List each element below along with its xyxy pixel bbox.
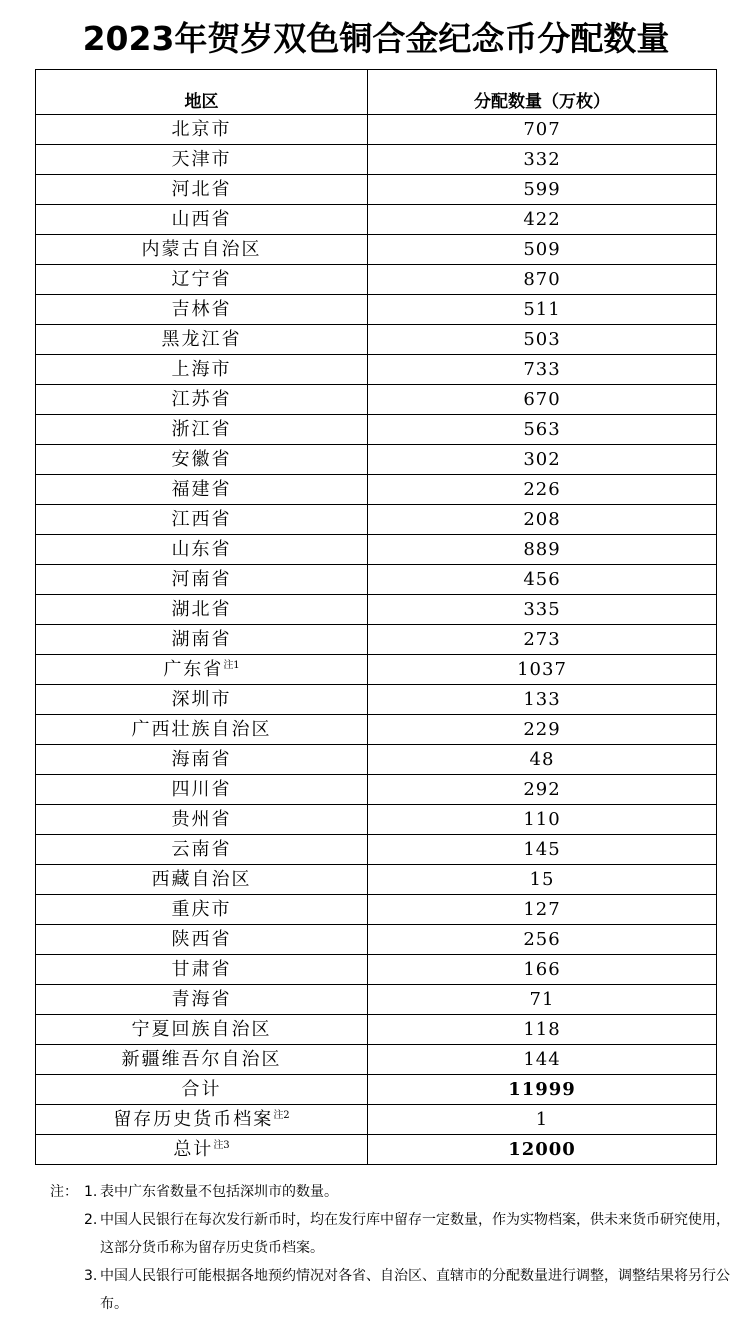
region-cell [36, 805, 368, 835]
table-row [36, 475, 717, 505]
region-name: 内蒙古自治区 [141, 239, 262, 260]
region-name: 江苏省 [171, 389, 232, 410]
amount-cell: 1037 [368, 655, 717, 685]
table-row [36, 625, 717, 655]
amount-cell: 144 [368, 1045, 717, 1075]
region-cell [36, 535, 368, 565]
region-name: 福建省 [171, 479, 232, 500]
note-ref: 注1 [223, 660, 240, 671]
table-row [36, 835, 717, 865]
note-item-1 [50, 1178, 730, 1206]
note-text: 表中广东省数量不包括深圳市的数量。 [100, 1184, 338, 1200]
amount-cell: 707 [368, 115, 717, 145]
region-name: 海南省 [171, 749, 232, 770]
region-cell [36, 505, 368, 535]
table-row [36, 205, 717, 235]
table-row [36, 325, 717, 355]
table-row [36, 895, 717, 925]
table-row [36, 295, 717, 325]
table-row [36, 1045, 717, 1075]
subtotal-row [36, 1075, 717, 1105]
amount-cell: 118 [368, 1015, 717, 1045]
region-name: 贵州省 [171, 809, 232, 830]
table-row [36, 175, 717, 205]
region-cell [36, 1015, 368, 1045]
notes-section [50, 1178, 730, 1318]
table-row [36, 745, 717, 775]
table-row [36, 415, 717, 445]
region-cell [36, 445, 368, 475]
total-label-cell [36, 1135, 368, 1165]
region-name: 山东省 [171, 539, 232, 560]
region-cell [36, 715, 368, 745]
distribution-table [35, 69, 717, 1165]
table-row [36, 955, 717, 985]
note-text: 中国人民银行可能根据各地预约情况对各省、自治区、直辖市的分配数量进行调整，调整结果将另行公布。 [100, 1268, 730, 1312]
region-cell [36, 745, 368, 775]
region-name: 广西壮族自治区 [131, 719, 272, 740]
table-row [36, 445, 717, 475]
region-cell [36, 775, 368, 805]
page-title: 2023年贺岁双色铜合金纪念币分配数量 [82, 19, 670, 58]
table-row [36, 805, 717, 835]
table-row [36, 715, 717, 745]
table-row [36, 685, 717, 715]
archive-row [36, 1105, 717, 1135]
region-cell [36, 385, 368, 415]
amount-cell: 563 [368, 415, 717, 445]
amount-cell: 166 [368, 955, 717, 985]
region-name: 山西省 [171, 209, 232, 230]
table-row [36, 985, 717, 1015]
region-cell [36, 955, 368, 985]
region-name: 天津市 [171, 149, 232, 170]
amount-cell: 127 [368, 895, 717, 925]
amount-cell: 870 [368, 265, 717, 295]
amount-cell: 292 [368, 775, 717, 805]
region-cell [36, 415, 368, 445]
amount-cell: 335 [368, 595, 717, 625]
region-cell [36, 685, 368, 715]
note-number: 2. [84, 1212, 98, 1228]
region-name: 甘肃省 [171, 959, 232, 980]
amount-cell: 599 [368, 175, 717, 205]
amount-cell: 133 [368, 685, 717, 715]
region-name: 安徽省 [171, 449, 232, 470]
amount-cell: 15 [368, 865, 717, 895]
region-cell [36, 1045, 368, 1075]
amount-cell: 302 [368, 445, 717, 475]
table-row [36, 1015, 717, 1045]
region-name: 青海省 [171, 989, 232, 1010]
amount-cell: 229 [368, 715, 717, 745]
amount-cell: 456 [368, 565, 717, 595]
amount-cell: 48 [368, 745, 717, 775]
amount-cell: 226 [368, 475, 717, 505]
region-name: 河北省 [171, 179, 232, 200]
table-row [36, 595, 717, 625]
region-name: 宁夏回族自治区 [131, 1019, 272, 1040]
archive-label-cell [36, 1105, 368, 1135]
amount-cell: 889 [368, 535, 717, 565]
region-name: 浙江省 [171, 419, 232, 440]
amount-cell: 670 [368, 385, 717, 415]
table-row [36, 145, 717, 175]
region-name: 深圳市 [171, 689, 232, 710]
table-row [36, 265, 717, 295]
table-row [36, 565, 717, 595]
region-cell [36, 115, 368, 145]
region-name: 西藏自治区 [151, 869, 252, 890]
archive-label: 留存历史货币档案 [113, 1109, 274, 1130]
notes-prefix: 注： [50, 1184, 78, 1200]
table-body [36, 115, 717, 1075]
region-name: 云南省 [171, 839, 232, 860]
table-row [36, 865, 717, 895]
table-row [36, 535, 717, 565]
subtotal-label: 合计 [36, 1075, 368, 1105]
table-row [36, 505, 717, 535]
total-amount: 12000 [368, 1135, 717, 1165]
region-cell [36, 145, 368, 175]
total-note-ref: 注3 [213, 1140, 230, 1151]
region-cell [36, 925, 368, 955]
region-name: 黑龙江省 [161, 329, 242, 350]
amount-cell: 733 [368, 355, 717, 385]
table-row [36, 115, 717, 145]
region-name: 湖南省 [171, 629, 232, 650]
amount-cell: 256 [368, 925, 717, 955]
note-item-3 [50, 1262, 730, 1318]
table-header-row [36, 70, 717, 115]
amount-cell: 208 [368, 505, 717, 535]
region-name: 新疆维吾尔自治区 [121, 1049, 282, 1070]
amount-cell: 422 [368, 205, 717, 235]
archive-note-ref: 注2 [273, 1110, 290, 1121]
region-cell [36, 625, 368, 655]
region-cell [36, 865, 368, 895]
region-name: 上海市 [171, 359, 232, 380]
note-number: 1. [84, 1184, 98, 1200]
region-name: 湖北省 [171, 599, 232, 620]
amount-cell: 503 [368, 325, 717, 355]
amount-cell: 110 [368, 805, 717, 835]
header-region: 地区 [36, 70, 368, 115]
region-cell [36, 895, 368, 925]
region-name: 北京市 [171, 119, 232, 140]
region-name: 辽宁省 [171, 269, 232, 290]
region-cell [36, 205, 368, 235]
total-label: 总计 [173, 1139, 214, 1160]
region-cell [36, 985, 368, 1015]
region-name: 吉林省 [171, 299, 232, 320]
region-name: 江西省 [171, 509, 232, 530]
table-row [36, 655, 717, 685]
region-name: 河南省 [171, 569, 232, 590]
region-cell [36, 235, 368, 265]
amount-cell: 511 [368, 295, 717, 325]
amount-cell: 332 [368, 145, 717, 175]
region-name: 陕西省 [171, 929, 232, 950]
note-number: 3. [84, 1268, 98, 1284]
note-item-2 [50, 1206, 730, 1262]
region-cell [36, 655, 368, 685]
table-row [36, 925, 717, 955]
amount-cell: 71 [368, 985, 717, 1015]
note-text: 中国人民银行在每次发行新币时，均在发行库中留存一定数量，作为实物档案，供未来货币研究使用，这部分货币称为留存历史货币档案。 [100, 1212, 730, 1256]
region-name: 重庆市 [171, 899, 232, 920]
subtotal-amount: 11999 [368, 1075, 717, 1105]
region-cell [36, 175, 368, 205]
table-row [36, 355, 717, 385]
region-name: 四川省 [171, 779, 232, 800]
table-row [36, 775, 717, 805]
region-cell [36, 595, 368, 625]
amount-cell: 509 [368, 235, 717, 265]
archive-amount: 1 [368, 1105, 717, 1135]
region-cell [36, 295, 368, 325]
region-cell [36, 265, 368, 295]
region-cell [36, 475, 368, 505]
amount-cell: 273 [368, 625, 717, 655]
amount-cell: 145 [368, 835, 717, 865]
total-row [36, 1135, 717, 1165]
table-row [36, 235, 717, 265]
region-cell [36, 835, 368, 865]
region-cell [36, 355, 368, 385]
header-amount: 分配数量（万枚） [368, 70, 717, 115]
region-cell [36, 565, 368, 595]
table-row [36, 385, 717, 415]
region-name: 广东省 [163, 659, 224, 680]
region-cell [36, 325, 368, 355]
